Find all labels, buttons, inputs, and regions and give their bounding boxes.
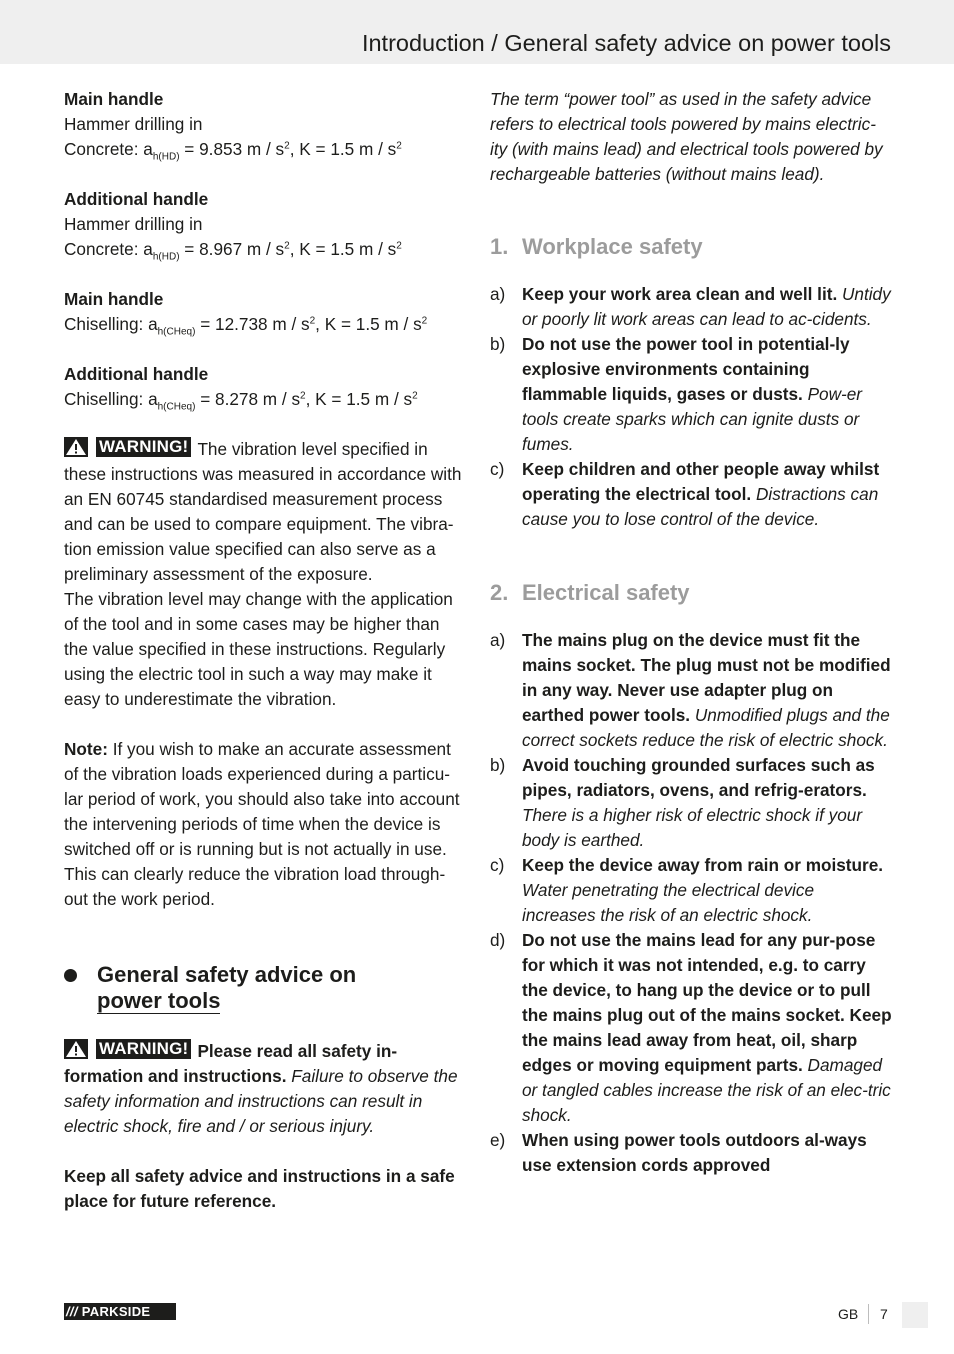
bullet-icon: [64, 969, 77, 982]
warning-label: WARNING!: [64, 1039, 191, 1059]
language-code: GB: [838, 1306, 859, 1322]
item-text: The mains plug on the device must fit the mains socket. The plug must not be modified in any way. Never use adapter plug on earthed power tools. Unmodified plugs and the correct sockets reduce the risk of electric shock.: [522, 630, 891, 750]
handle-title: Main handle: [64, 289, 164, 309]
left-column: [64, 87, 466, 1214]
item-text: When using power tools outdoors al-ways use extension cords approved: [522, 1130, 867, 1175]
section-heading-workplace-safety: 1. Workplace safety: [490, 234, 703, 259]
footer-divider: [868, 1304, 869, 1324]
item-label: d): [490, 930, 506, 950]
intro-text: The term “power tool” as used in the safety advice refers to electrical tools powered by mains electric-ity (with mains lead) and electrical tools powered by rechargeable batteries (without mains lead).: [490, 89, 883, 184]
parkside-logo: /// PARKSIDE: [64, 1303, 176, 1320]
list-item: [490, 628, 892, 753]
handle-value: Chiselling: $a_{h(CHeq)} = 12.738$ m / $s^2$, K = 1.5 m / $s^2$: [64, 314, 428, 338]
handle-value: Chiselling: $a_{h(CHeq)} = 8.278$ m / $s^2$, K = 1.5 m / $s^2$: [64, 389, 418, 413]
warning-triangle-icon: [64, 1039, 88, 1059]
handle-value: Concrete: $a_{h(HD)} = 8.967$ m / $s^2$, K = 1.5 m / $s^2$: [64, 239, 402, 263]
list-item: [490, 457, 892, 532]
item-label: e): [490, 1130, 506, 1150]
item-text: Keep your work area clean and well lit. Untidy or poorly lit work areas can lead to ac-cidents.: [522, 284, 891, 329]
handle-title: Additional handle: [64, 364, 209, 384]
item-text: Do not use the mains lead for any pur-pose for which it was not intended, e.g. to carry the device, to hang up the device or to pull the mains plug out of the mains socket. Keep the mains lead away from heat, oil, sharp edges or moving equipment parts. Damaged or tangled cables increase the risk of an elec-tric shock.: [522, 930, 892, 1125]
vibration-text: The vibration level may change with the application of the tool and in some cases may be higher than the value specified in these instructions. Regularly using the electric tool in such a way may make it easy to underestimate the vibration.: [64, 589, 453, 709]
item-text: Keep the device away from rain or moisture. Water penetrating the electrical device increases the risk of an electric shock.: [522, 855, 884, 925]
item-label: c): [490, 855, 505, 875]
item-label: a): [490, 284, 506, 304]
handle-title: Main handle: [64, 89, 164, 109]
header-bar: [0, 0, 954, 64]
item-text: Avoid touching grounded surfaces such as pipes, radiators, ovens, and refrig-erators. There is a higher risk of electric shock if your body is earthed.: [522, 755, 875, 850]
warning-label: WARNING!: [64, 437, 191, 457]
handle-title: Additional handle: [64, 189, 209, 209]
section-heading-general-safety: General safety advice on power tools: [64, 962, 466, 1014]
footer-tab: [902, 1302, 928, 1328]
section-heading-electrical-safety: 2. Electrical safety: [490, 580, 690, 605]
vibration-warning: WARNING! The vibration level specified in these instructions was measured in accordance with an EN 60745 standardised measurement process and can be used to compare equipment. The vibra-tion emission value specified can also serve as a preliminary assessment of the exposure.: [64, 437, 462, 584]
item-text: Do not use the power tool in potential-ly explosive environments containing flammable liquids, gases or dusts. Pow-er tools create sparks which can ignite dusts or fumes.: [522, 334, 863, 454]
item-label: a): [490, 630, 506, 650]
safety-warning: WARNING! Please read all safety in-formation and instructions. Failure to observe the safety information and instructions can result in electric shock, fire and / or serious injury.: [64, 1039, 458, 1136]
list-item: [490, 282, 892, 332]
note-paragraph: Note: If you wish to make an accurate assessment of the vibration loads experienced during a particu-lar period of work, you should also take into account the intervening periods of time when the device is switched off or is running but is not actually in use. This can clearly reduce the vibration load through-out the work period.: [64, 739, 460, 909]
list-item: [490, 753, 892, 853]
item-label: c): [490, 459, 505, 479]
handle-line: Hammer drilling in: [64, 214, 203, 234]
item-label: b): [490, 755, 506, 775]
warning-triangle-icon: [64, 437, 88, 457]
item-label: b): [490, 334, 506, 354]
keep-advice: Keep all safety advice and instructions in a safe place for future reference.: [64, 1166, 455, 1211]
page-title: Introduction / General safety advice on power tools: [361, 30, 891, 56]
handle-line: Hammer drilling in: [64, 114, 203, 134]
list-item: [490, 1128, 892, 1178]
list-item: [490, 332, 892, 457]
right-column: [490, 87, 892, 1178]
handle-value: Concrete: $a_{h(HD)} = 9.853$ m / $s^2$, K = 1.5 m / $s^2$: [64, 139, 402, 163]
page-number: 7: [880, 1306, 888, 1322]
electrical-safety-list: [490, 628, 892, 1178]
list-item: [490, 853, 892, 928]
item-text: Keep children and other people away whilst operating the electrical tool. Distractions can cause you to lose control of the device.: [522, 459, 880, 529]
list-item: [490, 928, 892, 1128]
workplace-safety-list: [490, 282, 892, 532]
